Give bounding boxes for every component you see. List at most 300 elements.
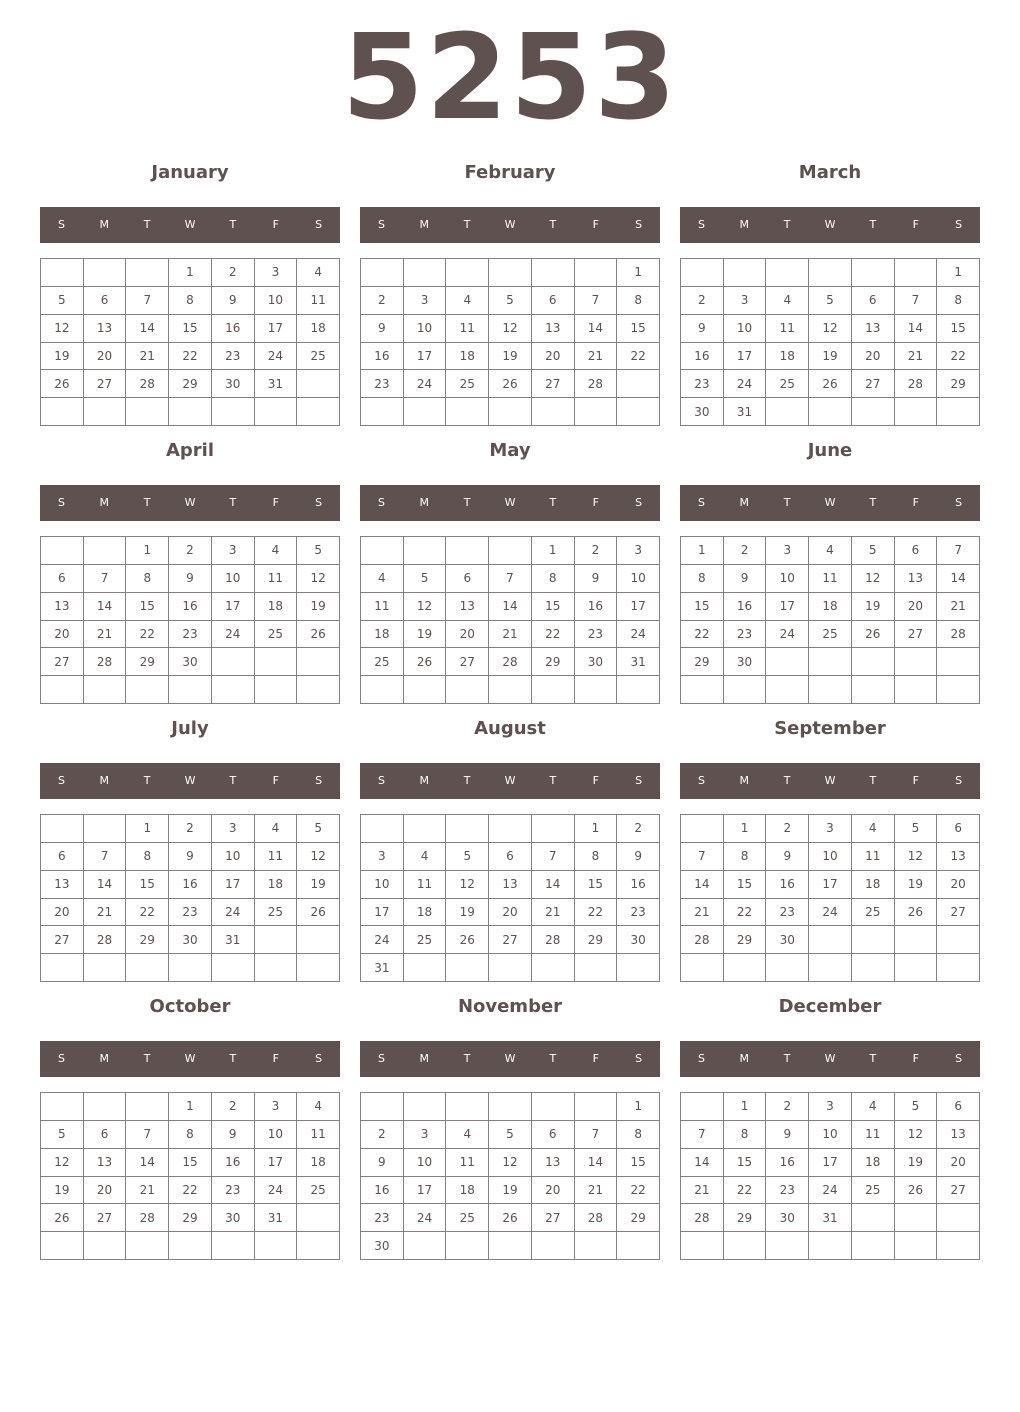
day-cell[interactable]: 5 <box>895 1093 938 1121</box>
day-cell[interactable]: 5 <box>489 287 532 315</box>
day-cell[interactable]: 22 <box>532 621 575 649</box>
day-cell[interactable]: 16 <box>169 593 212 621</box>
day-cell[interactable]: 25 <box>446 370 489 398</box>
day-cell[interactable]: 31 <box>724 398 767 426</box>
day-cell[interactable]: 14 <box>681 871 724 899</box>
day-cell[interactable]: 29 <box>575 926 618 954</box>
day-cell[interactable]: 2 <box>212 259 255 287</box>
day-cell[interactable]: 27 <box>41 926 84 954</box>
day-cell[interactable]: 30 <box>766 1204 809 1232</box>
day-cell[interactable]: 6 <box>41 565 84 593</box>
day-cell[interactable]: 27 <box>852 370 895 398</box>
day-cell[interactable]: 8 <box>532 565 575 593</box>
day-cell[interactable]: 11 <box>809 565 852 593</box>
day-cell[interactable]: 13 <box>852 315 895 343</box>
day-cell[interactable]: 28 <box>681 926 724 954</box>
day-cell[interactable]: 20 <box>895 593 938 621</box>
day-cell[interactable]: 26 <box>41 1204 84 1232</box>
day-cell[interactable]: 23 <box>212 343 255 371</box>
day-cell[interactable]: 27 <box>84 1204 127 1232</box>
day-cell[interactable]: 10 <box>809 1121 852 1149</box>
day-cell[interactable]: 2 <box>169 815 212 843</box>
day-cell[interactable]: 8 <box>126 565 169 593</box>
day-cell[interactable]: 19 <box>809 343 852 371</box>
day-cell[interactable]: 1 <box>617 259 660 287</box>
day-cell[interactable]: 20 <box>489 899 532 927</box>
day-cell[interactable]: 20 <box>41 621 84 649</box>
day-cell[interactable]: 9 <box>212 1121 255 1149</box>
day-cell[interactable]: 14 <box>84 593 127 621</box>
day-cell[interactable]: 14 <box>126 1149 169 1177</box>
day-cell[interactable]: 26 <box>809 370 852 398</box>
day-cell[interactable]: 24 <box>212 621 255 649</box>
day-cell[interactable]: 21 <box>681 1177 724 1205</box>
day-cell[interactable]: 23 <box>361 370 404 398</box>
day-cell[interactable]: 13 <box>41 871 84 899</box>
day-cell[interactable]: 6 <box>532 1121 575 1149</box>
day-cell[interactable]: 29 <box>617 1204 660 1232</box>
day-cell[interactable]: 11 <box>255 843 298 871</box>
day-cell[interactable]: 29 <box>169 1204 212 1232</box>
day-cell[interactable]: 14 <box>937 565 980 593</box>
day-cell[interactable]: 25 <box>404 926 447 954</box>
day-cell[interactable]: 25 <box>852 1177 895 1205</box>
day-cell[interactable]: 11 <box>404 871 447 899</box>
day-cell[interactable]: 19 <box>41 343 84 371</box>
day-cell[interactable]: 1 <box>681 537 724 565</box>
day-cell[interactable]: 17 <box>404 1177 447 1205</box>
day-cell[interactable]: 22 <box>617 1177 660 1205</box>
day-cell[interactable]: 22 <box>126 621 169 649</box>
day-cell[interactable]: 26 <box>895 1177 938 1205</box>
day-cell[interactable]: 22 <box>169 343 212 371</box>
day-cell[interactable]: 17 <box>809 871 852 899</box>
day-cell[interactable]: 16 <box>681 343 724 371</box>
day-cell[interactable]: 23 <box>724 621 767 649</box>
day-cell[interactable]: 14 <box>681 1149 724 1177</box>
day-cell[interactable]: 21 <box>489 621 532 649</box>
day-cell[interactable]: 20 <box>532 343 575 371</box>
day-cell[interactable]: 12 <box>297 565 340 593</box>
day-cell[interactable]: 17 <box>766 593 809 621</box>
day-cell[interactable]: 5 <box>41 287 84 315</box>
day-cell[interactable]: 2 <box>212 1093 255 1121</box>
day-cell[interactable]: 16 <box>766 871 809 899</box>
day-cell[interactable]: 21 <box>895 343 938 371</box>
day-cell[interactable]: 15 <box>532 593 575 621</box>
day-cell[interactable]: 25 <box>852 899 895 927</box>
day-cell[interactable]: 9 <box>212 287 255 315</box>
day-cell[interactable]: 22 <box>724 899 767 927</box>
day-cell[interactable]: 5 <box>446 843 489 871</box>
day-cell[interactable]: 20 <box>532 1177 575 1205</box>
day-cell[interactable]: 29 <box>681 648 724 676</box>
day-cell[interactable]: 6 <box>852 287 895 315</box>
day-cell[interactable]: 10 <box>766 565 809 593</box>
day-cell[interactable]: 1 <box>724 1093 767 1121</box>
day-cell[interactable]: 15 <box>126 871 169 899</box>
day-cell[interactable]: 2 <box>361 287 404 315</box>
day-cell[interactable]: 16 <box>169 871 212 899</box>
day-cell[interactable]: 9 <box>169 565 212 593</box>
day-cell[interactable]: 27 <box>937 899 980 927</box>
day-cell[interactable]: 13 <box>41 593 84 621</box>
day-cell[interactable]: 27 <box>532 1204 575 1232</box>
day-cell[interactable]: 31 <box>212 926 255 954</box>
day-cell[interactable]: 26 <box>297 621 340 649</box>
day-cell[interactable]: 7 <box>937 537 980 565</box>
day-cell[interactable]: 12 <box>404 593 447 621</box>
day-cell[interactable]: 3 <box>724 287 767 315</box>
day-cell[interactable]: 21 <box>681 899 724 927</box>
day-cell[interactable]: 23 <box>766 1177 809 1205</box>
day-cell[interactable]: 21 <box>84 899 127 927</box>
day-cell[interactable]: 17 <box>724 343 767 371</box>
day-cell[interactable]: 5 <box>852 537 895 565</box>
day-cell[interactable]: 19 <box>41 1177 84 1205</box>
day-cell[interactable]: 26 <box>41 370 84 398</box>
day-cell[interactable]: 16 <box>212 1149 255 1177</box>
day-cell[interactable]: 7 <box>895 287 938 315</box>
day-cell[interactable]: 4 <box>297 259 340 287</box>
day-cell[interactable]: 15 <box>937 315 980 343</box>
day-cell[interactable]: 31 <box>255 1204 298 1232</box>
day-cell[interactable]: 22 <box>724 1177 767 1205</box>
day-cell[interactable]: 5 <box>809 287 852 315</box>
day-cell[interactable]: 17 <box>255 315 298 343</box>
day-cell[interactable]: 13 <box>937 843 980 871</box>
day-cell[interactable]: 5 <box>297 815 340 843</box>
day-cell[interactable]: 4 <box>255 537 298 565</box>
day-cell[interactable]: 7 <box>126 1121 169 1149</box>
day-cell[interactable]: 11 <box>297 1121 340 1149</box>
day-cell[interactable]: 6 <box>895 537 938 565</box>
day-cell[interactable]: 30 <box>169 648 212 676</box>
day-cell[interactable]: 18 <box>297 1149 340 1177</box>
day-cell[interactable]: 21 <box>126 1177 169 1205</box>
day-cell[interactable]: 29 <box>126 926 169 954</box>
day-cell[interactable]: 12 <box>41 1149 84 1177</box>
day-cell[interactable]: 20 <box>937 871 980 899</box>
day-cell[interactable]: 7 <box>489 565 532 593</box>
day-cell[interactable]: 13 <box>84 315 127 343</box>
day-cell[interactable]: 9 <box>361 315 404 343</box>
day-cell[interactable]: 11 <box>297 287 340 315</box>
day-cell[interactable]: 13 <box>937 1121 980 1149</box>
day-cell[interactable]: 10 <box>404 315 447 343</box>
day-cell[interactable]: 31 <box>361 954 404 982</box>
day-cell[interactable]: 19 <box>489 1177 532 1205</box>
day-cell[interactable]: 18 <box>361 621 404 649</box>
day-cell[interactable]: 18 <box>446 1177 489 1205</box>
day-cell[interactable]: 28 <box>937 621 980 649</box>
day-cell[interactable]: 9 <box>169 843 212 871</box>
day-cell[interactable]: 3 <box>361 843 404 871</box>
day-cell[interactable]: 17 <box>361 899 404 927</box>
day-cell[interactable]: 22 <box>617 343 660 371</box>
day-cell[interactable]: 10 <box>212 565 255 593</box>
day-cell[interactable]: 12 <box>809 315 852 343</box>
day-cell[interactable]: 8 <box>126 843 169 871</box>
day-cell[interactable]: 6 <box>489 843 532 871</box>
day-cell[interactable]: 14 <box>126 315 169 343</box>
day-cell[interactable]: 19 <box>852 593 895 621</box>
day-cell[interactable]: 17 <box>404 343 447 371</box>
day-cell[interactable]: 18 <box>852 1149 895 1177</box>
day-cell[interactable]: 21 <box>937 593 980 621</box>
day-cell[interactable]: 18 <box>255 593 298 621</box>
day-cell[interactable]: 3 <box>255 1093 298 1121</box>
day-cell[interactable]: 11 <box>766 315 809 343</box>
day-cell[interactable]: 1 <box>532 537 575 565</box>
day-cell[interactable]: 21 <box>575 1177 618 1205</box>
day-cell[interactable]: 27 <box>489 926 532 954</box>
day-cell[interactable]: 24 <box>255 343 298 371</box>
day-cell[interactable]: 3 <box>404 1121 447 1149</box>
day-cell[interactable]: 30 <box>169 926 212 954</box>
day-cell[interactable]: 10 <box>809 843 852 871</box>
day-cell[interactable]: 12 <box>489 315 532 343</box>
day-cell[interactable]: 17 <box>212 871 255 899</box>
day-cell[interactable]: 2 <box>617 815 660 843</box>
day-cell[interactable]: 4 <box>446 287 489 315</box>
day-cell[interactable]: 22 <box>937 343 980 371</box>
day-cell[interactable]: 8 <box>681 565 724 593</box>
day-cell[interactable]: 26 <box>297 899 340 927</box>
day-cell[interactable]: 19 <box>489 343 532 371</box>
day-cell[interactable]: 3 <box>212 537 255 565</box>
day-cell[interactable]: 1 <box>575 815 618 843</box>
day-cell[interactable]: 4 <box>809 537 852 565</box>
day-cell[interactable]: 15 <box>169 1149 212 1177</box>
day-cell[interactable]: 8 <box>169 287 212 315</box>
day-cell[interactable]: 3 <box>766 537 809 565</box>
day-cell[interactable]: 6 <box>84 287 127 315</box>
day-cell[interactable]: 18 <box>766 343 809 371</box>
day-cell[interactable]: 12 <box>446 871 489 899</box>
day-cell[interactable]: 7 <box>681 1121 724 1149</box>
day-cell[interactable]: 11 <box>446 1149 489 1177</box>
day-cell[interactable]: 21 <box>84 621 127 649</box>
day-cell[interactable]: 7 <box>532 843 575 871</box>
day-cell[interactable]: 4 <box>297 1093 340 1121</box>
day-cell[interactable]: 20 <box>84 343 127 371</box>
day-cell[interactable]: 9 <box>617 843 660 871</box>
day-cell[interactable]: 13 <box>532 315 575 343</box>
day-cell[interactable]: 16 <box>724 593 767 621</box>
day-cell[interactable]: 23 <box>766 899 809 927</box>
day-cell[interactable]: 19 <box>446 899 489 927</box>
day-cell[interactable]: 20 <box>446 621 489 649</box>
day-cell[interactable]: 26 <box>895 899 938 927</box>
day-cell[interactable]: 27 <box>446 648 489 676</box>
day-cell[interactable]: 27 <box>41 648 84 676</box>
day-cell[interactable]: 15 <box>724 1149 767 1177</box>
day-cell[interactable]: 2 <box>169 537 212 565</box>
day-cell[interactable]: 1 <box>126 815 169 843</box>
day-cell[interactable]: 4 <box>852 815 895 843</box>
day-cell[interactable]: 10 <box>255 287 298 315</box>
day-cell[interactable]: 28 <box>895 370 938 398</box>
day-cell[interactable]: 6 <box>937 815 980 843</box>
day-cell[interactable]: 14 <box>489 593 532 621</box>
day-cell[interactable]: 25 <box>297 1177 340 1205</box>
day-cell[interactable]: 14 <box>532 871 575 899</box>
day-cell[interactable]: 3 <box>809 815 852 843</box>
day-cell[interactable]: 2 <box>681 287 724 315</box>
day-cell[interactable]: 13 <box>84 1149 127 1177</box>
day-cell[interactable]: 17 <box>617 593 660 621</box>
day-cell[interactable]: 9 <box>681 315 724 343</box>
day-cell[interactable]: 17 <box>255 1149 298 1177</box>
day-cell[interactable]: 30 <box>724 648 767 676</box>
day-cell[interactable]: 30 <box>575 648 618 676</box>
day-cell[interactable]: 3 <box>404 287 447 315</box>
day-cell[interactable]: 21 <box>126 343 169 371</box>
day-cell[interactable]: 30 <box>212 370 255 398</box>
day-cell[interactable]: 14 <box>575 315 618 343</box>
day-cell[interactable]: 24 <box>361 926 404 954</box>
day-cell[interactable]: 16 <box>212 315 255 343</box>
day-cell[interactable]: 2 <box>361 1121 404 1149</box>
day-cell[interactable]: 25 <box>297 343 340 371</box>
day-cell[interactable]: 10 <box>724 315 767 343</box>
day-cell[interactable]: 8 <box>575 843 618 871</box>
day-cell[interactable]: 4 <box>446 1121 489 1149</box>
day-cell[interactable]: 28 <box>489 648 532 676</box>
day-cell[interactable]: 24 <box>809 899 852 927</box>
day-cell[interactable]: 17 <box>212 593 255 621</box>
day-cell[interactable]: 1 <box>937 259 980 287</box>
day-cell[interactable]: 28 <box>84 648 127 676</box>
day-cell[interactable]: 1 <box>169 259 212 287</box>
day-cell[interactable]: 10 <box>255 1121 298 1149</box>
day-cell[interactable]: 28 <box>126 370 169 398</box>
day-cell[interactable]: 16 <box>361 343 404 371</box>
day-cell[interactable]: 24 <box>617 621 660 649</box>
day-cell[interactable]: 3 <box>255 259 298 287</box>
day-cell[interactable]: 7 <box>575 1121 618 1149</box>
day-cell[interactable]: 18 <box>852 871 895 899</box>
day-cell[interactable]: 11 <box>852 1121 895 1149</box>
day-cell[interactable]: 3 <box>617 537 660 565</box>
day-cell[interactable]: 27 <box>84 370 127 398</box>
day-cell[interactable]: 19 <box>895 1149 938 1177</box>
day-cell[interactable]: 14 <box>84 871 127 899</box>
day-cell[interactable]: 4 <box>255 815 298 843</box>
day-cell[interactable]: 12 <box>895 1121 938 1149</box>
day-cell[interactable]: 9 <box>766 843 809 871</box>
day-cell[interactable]: 2 <box>766 1093 809 1121</box>
day-cell[interactable]: 29 <box>937 370 980 398</box>
day-cell[interactable]: 15 <box>617 1149 660 1177</box>
day-cell[interactable]: 19 <box>297 593 340 621</box>
day-cell[interactable]: 28 <box>575 370 618 398</box>
day-cell[interactable]: 9 <box>766 1121 809 1149</box>
day-cell[interactable]: 17 <box>809 1149 852 1177</box>
day-cell[interactable]: 11 <box>852 843 895 871</box>
day-cell[interactable]: 24 <box>809 1177 852 1205</box>
day-cell[interactable]: 31 <box>809 1204 852 1232</box>
day-cell[interactable]: 16 <box>361 1177 404 1205</box>
day-cell[interactable]: 12 <box>297 843 340 871</box>
day-cell[interactable]: 7 <box>84 843 127 871</box>
day-cell[interactable]: 26 <box>852 621 895 649</box>
day-cell[interactable]: 13 <box>532 1149 575 1177</box>
day-cell[interactable]: 18 <box>446 343 489 371</box>
day-cell[interactable]: 30 <box>617 926 660 954</box>
day-cell[interactable]: 20 <box>84 1177 127 1205</box>
day-cell[interactable]: 19 <box>404 621 447 649</box>
day-cell[interactable]: 6 <box>937 1093 980 1121</box>
day-cell[interactable]: 12 <box>489 1149 532 1177</box>
day-cell[interactable]: 4 <box>361 565 404 593</box>
day-cell[interactable]: 5 <box>489 1121 532 1149</box>
day-cell[interactable]: 23 <box>575 621 618 649</box>
day-cell[interactable]: 24 <box>212 899 255 927</box>
day-cell[interactable]: 6 <box>41 843 84 871</box>
day-cell[interactable]: 15 <box>575 871 618 899</box>
day-cell[interactable]: 25 <box>255 621 298 649</box>
day-cell[interactable]: 26 <box>446 926 489 954</box>
day-cell[interactable]: 1 <box>724 815 767 843</box>
day-cell[interactable]: 2 <box>724 537 767 565</box>
day-cell[interactable]: 29 <box>724 1204 767 1232</box>
day-cell[interactable]: 11 <box>255 565 298 593</box>
day-cell[interactable]: 31 <box>617 648 660 676</box>
day-cell[interactable]: 24 <box>766 621 809 649</box>
day-cell[interactable]: 11 <box>446 315 489 343</box>
day-cell[interactable]: 7 <box>126 287 169 315</box>
day-cell[interactable]: 9 <box>724 565 767 593</box>
day-cell[interactable]: 19 <box>895 871 938 899</box>
day-cell[interactable]: 11 <box>361 593 404 621</box>
day-cell[interactable]: 28 <box>681 1204 724 1232</box>
day-cell[interactable]: 25 <box>255 899 298 927</box>
day-cell[interactable]: 25 <box>809 621 852 649</box>
day-cell[interactable]: 12 <box>852 565 895 593</box>
day-cell[interactable]: 28 <box>575 1204 618 1232</box>
day-cell[interactable]: 3 <box>212 815 255 843</box>
day-cell[interactable]: 26 <box>489 370 532 398</box>
day-cell[interactable]: 23 <box>681 370 724 398</box>
day-cell[interactable]: 24 <box>255 1177 298 1205</box>
day-cell[interactable]: 15 <box>126 593 169 621</box>
day-cell[interactable]: 23 <box>212 1177 255 1205</box>
day-cell[interactable]: 1 <box>126 537 169 565</box>
day-cell[interactable]: 5 <box>297 537 340 565</box>
day-cell[interactable]: 22 <box>681 621 724 649</box>
day-cell[interactable]: 1 <box>617 1093 660 1121</box>
day-cell[interactable]: 8 <box>169 1121 212 1149</box>
day-cell[interactable]: 29 <box>169 370 212 398</box>
day-cell[interactable]: 27 <box>937 1177 980 1205</box>
day-cell[interactable]: 13 <box>489 871 532 899</box>
day-cell[interactable]: 8 <box>937 287 980 315</box>
day-cell[interactable]: 28 <box>84 926 127 954</box>
day-cell[interactable]: 30 <box>766 926 809 954</box>
day-cell[interactable]: 22 <box>575 899 618 927</box>
day-cell[interactable]: 12 <box>895 843 938 871</box>
day-cell[interactable]: 26 <box>489 1204 532 1232</box>
day-cell[interactable]: 20 <box>937 1149 980 1177</box>
day-cell[interactable]: 5 <box>41 1121 84 1149</box>
day-cell[interactable]: 31 <box>255 370 298 398</box>
day-cell[interactable]: 3 <box>809 1093 852 1121</box>
day-cell[interactable]: 30 <box>681 398 724 426</box>
day-cell[interactable]: 9 <box>575 565 618 593</box>
day-cell[interactable]: 18 <box>404 899 447 927</box>
